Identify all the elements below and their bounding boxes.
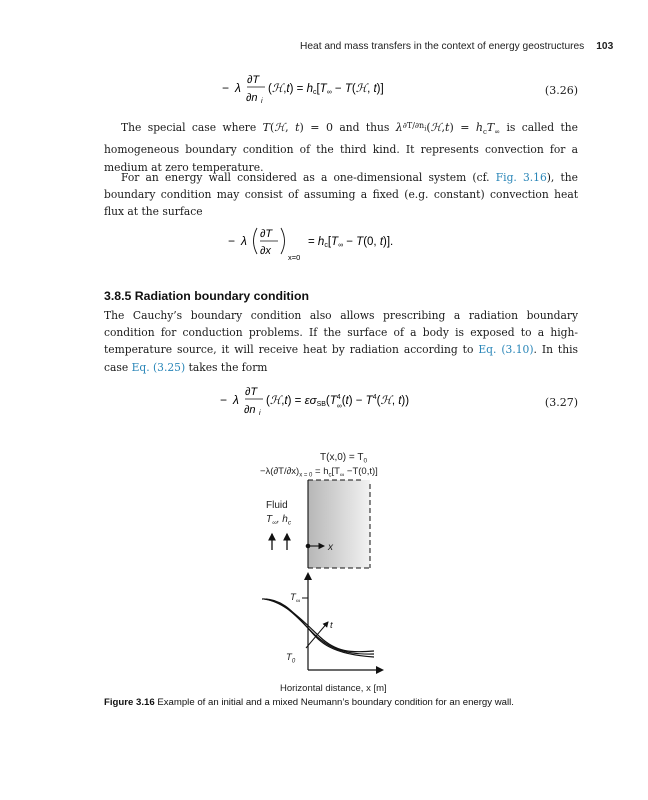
- page-number: 103: [596, 41, 614, 52]
- figure-3-16: [250, 448, 450, 696]
- paragraph-radiation: The Cauchy’s boundary condition also allows prescribing a radiation boundary condition for conduction problems. If the surface of a body is exposed to a high-temperature source, it will receive heat by radiation according to Eq. (3.10). In this case Eq. (3.25) takes the form: [104, 309, 578, 374]
- equation-number: (3.27): [544, 396, 578, 409]
- equation-3-27: [104, 380, 578, 420]
- eq-3-10-link[interactable]: Eq. (3.10): [478, 343, 534, 357]
- running-header: [300, 41, 614, 52]
- svg-text:= hc[T∞ − T(0, t)].: = hc[T∞ − T(0, t)].: [308, 236, 394, 249]
- svg-text:(ℋ,t) = εσSB(T4∞(t) − T4(ℋ, t): (ℋ,t) = $\varepsilon\sigma SB(T^4$ $\infty(t) - T^4(ℋ$, t)): [266, 394, 410, 410]
- svg-text:∂T: ∂T: [245, 386, 258, 398]
- svg-text:∂n: ∂n: [246, 92, 258, 104]
- equation-convection-flux: [228, 224, 448, 266]
- svg-text:−: −: [220, 393, 228, 407]
- temperature-profile-curve: [262, 599, 374, 657]
- energy-wall: [308, 480, 370, 568]
- t-infinity-label: $T_\infty$: [290, 592, 301, 605]
- temperature-profile-curve: [264, 599, 374, 654]
- eq-3-25-link[interactable]: Eq. (3.25): [131, 360, 186, 374]
- svg-text:λ: λ: [233, 393, 239, 407]
- figure-link[interactable]: Fig. 3.16: [495, 171, 547, 184]
- figure-caption: [104, 697, 584, 708]
- x-label: x: [328, 542, 333, 553]
- svg-text:i: i: [261, 98, 263, 105]
- fluid-label: Fluid: [266, 500, 288, 511]
- caption-text: Example of an initial and a mixed Neumann’s boundary condition for an energy wall.: [157, 697, 514, 708]
- svg-text:x=0: x=0: [288, 253, 301, 262]
- running-title: Heat and mass transfers in the context of energy geostructures: [300, 41, 585, 52]
- svg-text:λ: λ: [241, 234, 247, 248]
- t-zero-label: $T_0$: [286, 652, 296, 665]
- equation-number: (3.26): [544, 84, 578, 97]
- svg-text:−: −: [228, 234, 236, 248]
- svg-text:∂x: ∂x: [260, 245, 271, 257]
- section-title: 3.8.5 Radiation boundary condition: [104, 289, 309, 303]
- svg-text:i: i: [259, 410, 261, 417]
- equation-3-26-formula: [222, 68, 522, 108]
- paragraph-homogeneous: The special case where T(ℋ, t) = 0 and thus $\lambda^{\partial T/\partial n_i}(ℋ,t) = h_cT_\infty$ is called the homogeneous boundary condition of the third kind. It represents convection for a medium at zero temperature.: [104, 121, 578, 174]
- caption-label: Figure 3.16: [104, 697, 155, 708]
- boundary-condition-label: $-\lambda(\partial T/\partial x)_{x = 0} = h_c[T_\infty -T(0,t)]$: [260, 466, 378, 479]
- equation-3-27-formula: [220, 380, 540, 420]
- svg-text:−: −: [222, 81, 230, 95]
- equation-3-26: [104, 68, 578, 108]
- svg-text:(ℋ,t) = hc[T∞ − T(ℋ, t)]: (ℋ,t) = hc[T∞ − T(ℋ, t)]: [268, 83, 384, 96]
- time-label: t: [330, 620, 333, 631]
- svg-text:∂T: ∂T: [260, 228, 273, 240]
- fluid-props-label: $T_\infty$, $h_c$: [266, 514, 292, 527]
- svg-text:∂n: ∂n: [244, 404, 256, 416]
- svg-text:λ: λ: [235, 81, 241, 95]
- svg-text:∂T: ∂T: [247, 74, 260, 86]
- paragraph-energy-wall: For an energy wall considered as a one-dimensional system (cf. Fig. 3.16), the boundary condition may consist of assuming a fixed (e.g. constant) convection heat flux at the surface: [104, 171, 578, 219]
- horizontal-distance-label: Horizontal distance, x [m]: [280, 683, 387, 694]
- temperature-profile-curve: [266, 599, 374, 652]
- initial-condition-label: $T(x,0) = T_0$: [320, 452, 368, 465]
